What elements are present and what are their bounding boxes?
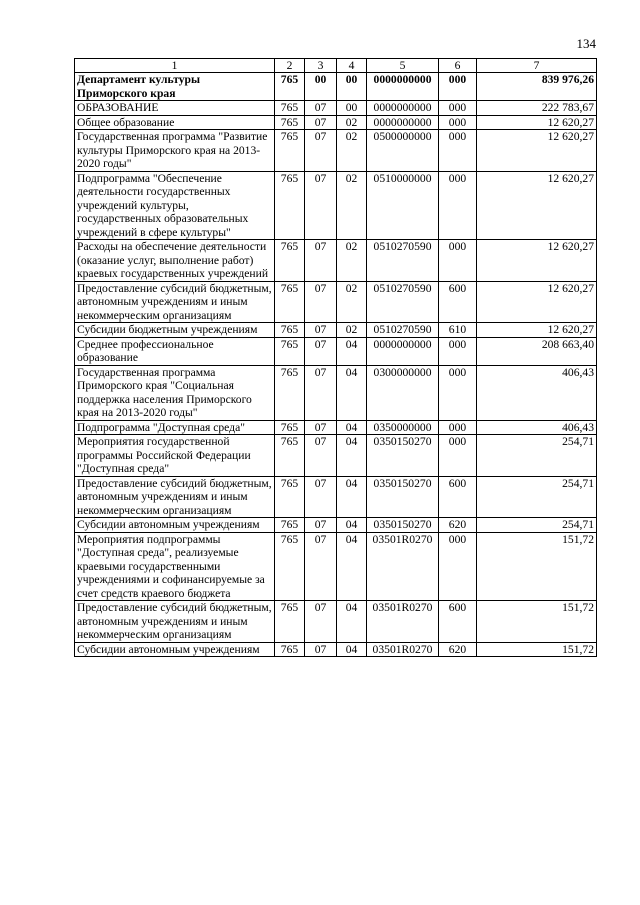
amount-cell: 254,71 [477, 518, 597, 533]
target-article-cell: 03501R0270 [367, 642, 439, 657]
table-row [75, 365, 597, 420]
column-header: 7 [477, 59, 597, 73]
expense-type-cell: 000 [439, 420, 477, 435]
row-name-cell: Мероприятия государственной программы Российской Федерации "Доступная среда" [75, 435, 275, 477]
target-article-cell: 0350150270 [367, 518, 439, 533]
subsection-code-cell: 04 [337, 601, 367, 643]
amount-cell: 12 620,27 [477, 130, 597, 172]
section-code-cell: 07 [305, 171, 337, 240]
expense-type-cell: 000 [439, 115, 477, 130]
target-article-cell: 0500000000 [367, 130, 439, 172]
ved-code-cell: 765 [275, 420, 305, 435]
section-code-cell: 07 [305, 323, 337, 338]
expense-type-cell: 000 [439, 435, 477, 477]
column-header: 6 [439, 59, 477, 73]
subsection-code-cell: 02 [337, 281, 367, 323]
amount-cell: 12 620,27 [477, 115, 597, 130]
expense-type-cell: 620 [439, 518, 477, 533]
expense-type-cell: 000 [439, 337, 477, 365]
section-code-cell: 07 [305, 101, 337, 116]
column-header: 5 [367, 59, 439, 73]
subsection-code-cell: 04 [337, 365, 367, 420]
target-article-cell: 0510270590 [367, 323, 439, 338]
table-row [75, 532, 597, 601]
ved-code-cell: 765 [275, 281, 305, 323]
column-header: 4 [337, 59, 367, 73]
table-row [75, 420, 597, 435]
row-name-cell: Государственная программа "Развитие культуры Приморского края на 2013-2020 годы" [75, 130, 275, 172]
expense-type-cell: 000 [439, 73, 477, 101]
target-article-cell: 0350000000 [367, 420, 439, 435]
subsection-code-cell: 04 [337, 642, 367, 657]
row-name-cell: Предоставление субсидий бюджетным, автономным учреждениям и иным некоммерческим организациям [75, 601, 275, 643]
subsection-code-cell: 02 [337, 323, 367, 338]
section-code-cell: 07 [305, 476, 337, 518]
amount-cell: 12 620,27 [477, 281, 597, 323]
section-code-cell: 07 [305, 420, 337, 435]
header-row [75, 59, 597, 73]
ved-code-cell: 765 [275, 73, 305, 101]
section-code-cell: 07 [305, 130, 337, 172]
section-code-cell: 07 [305, 337, 337, 365]
target-article-cell: 0000000000 [367, 101, 439, 116]
table-row [75, 337, 597, 365]
ved-code-cell: 765 [275, 115, 305, 130]
table-row [75, 115, 597, 130]
table-row [75, 101, 597, 116]
ved-code-cell: 765 [275, 171, 305, 240]
column-header: 3 [305, 59, 337, 73]
amount-cell: 12 620,27 [477, 240, 597, 282]
row-name-cell: Среднее профессиональное образование [75, 337, 275, 365]
target-article-cell: 0000000000 [367, 73, 439, 101]
table-row [75, 642, 597, 657]
table-row [75, 323, 597, 338]
table-row [75, 281, 597, 323]
ved-code-cell: 765 [275, 240, 305, 282]
ved-code-cell: 765 [275, 101, 305, 116]
amount-cell: 208 663,40 [477, 337, 597, 365]
section-code-cell: 07 [305, 115, 337, 130]
row-name-cell: Предоставление субсидий бюджетным, автономным учреждениям и иным некоммерческим организациям [75, 281, 275, 323]
table-row [75, 130, 597, 172]
amount-cell: 12 620,27 [477, 323, 597, 338]
table-row [75, 476, 597, 518]
subsection-code-cell: 00 [337, 101, 367, 116]
table-row [75, 240, 597, 282]
section-code-cell: 07 [305, 532, 337, 601]
amount-cell: 222 783,67 [477, 101, 597, 116]
target-article-cell: 0350150270 [367, 476, 439, 518]
ved-code-cell: 765 [275, 365, 305, 420]
table-row [75, 518, 597, 533]
row-name-cell: Подпрограмма "Доступная среда" [75, 420, 275, 435]
target-article-cell: 0510270590 [367, 281, 439, 323]
row-name-cell: Общее образование [75, 115, 275, 130]
expense-type-cell: 000 [439, 130, 477, 172]
subsection-code-cell: 04 [337, 420, 367, 435]
expense-type-cell: 000 [439, 171, 477, 240]
amount-cell: 839 976,26 [477, 73, 597, 101]
expense-type-cell: 000 [439, 240, 477, 282]
page-number: 134 [576, 36, 596, 51]
target-article-cell: 0510000000 [367, 171, 439, 240]
subsection-code-cell: 02 [337, 171, 367, 240]
table-row [75, 435, 597, 477]
amount-cell: 406,43 [477, 365, 597, 420]
subsection-code-cell: 04 [337, 518, 367, 533]
subsection-code-cell: 04 [337, 435, 367, 477]
expense-type-cell: 610 [439, 323, 477, 338]
row-name-cell: Государственная программа Приморского края "Социальная поддержка населения Приморского края на 2013-2020 годы" [75, 365, 275, 420]
budget-table [74, 58, 597, 657]
target-article-cell: 03501R0270 [367, 532, 439, 601]
section-code-cell: 07 [305, 435, 337, 477]
column-header: 2 [275, 59, 305, 73]
row-name-cell: Расходы на обеспечение деятельности (оказание услуг, выполнение работ) краевых государственных учреждений [75, 240, 275, 282]
table-row [75, 601, 597, 643]
ved-code-cell: 765 [275, 435, 305, 477]
section-code-cell: 07 [305, 518, 337, 533]
ved-code-cell: 765 [275, 337, 305, 365]
target-article-cell: 0510270590 [367, 240, 439, 282]
subsection-code-cell: 02 [337, 115, 367, 130]
ved-code-cell: 765 [275, 642, 305, 657]
amount-cell: 254,71 [477, 435, 597, 477]
amount-cell: 151,72 [477, 532, 597, 601]
subsection-code-cell: 02 [337, 130, 367, 172]
subsection-code-cell: 00 [337, 73, 367, 101]
row-name-cell: Субсидии бюджетным учреждениям [75, 323, 275, 338]
ved-code-cell: 765 [275, 130, 305, 172]
row-name-cell: Предоставление субсидий бюджетным, автономным учреждениям и иным некоммерческим организациям [75, 476, 275, 518]
subsection-code-cell: 04 [337, 532, 367, 601]
target-article-cell: 0350150270 [367, 435, 439, 477]
section-code-cell: 07 [305, 240, 337, 282]
row-name-cell: Подпрограмма "Обеспечение деятельности государственных учреждений культуры, государственных образовательных учреждений в сфере культуры" [75, 171, 275, 240]
table-row [75, 73, 597, 101]
expense-type-cell: 000 [439, 365, 477, 420]
section-code-cell: 07 [305, 365, 337, 420]
section-code-cell: 07 [305, 281, 337, 323]
target-article-cell: 03501R0270 [367, 601, 439, 643]
ved-code-cell: 765 [275, 518, 305, 533]
row-name-cell: Субсидии автономным учреждениям [75, 642, 275, 657]
target-article-cell: 0000000000 [367, 337, 439, 365]
row-name-cell: Департамент культуры Приморского края [75, 73, 275, 101]
expense-type-cell: 600 [439, 281, 477, 323]
amount-cell: 254,71 [477, 476, 597, 518]
amount-cell: 151,72 [477, 601, 597, 643]
section-code-cell: 07 [305, 642, 337, 657]
ved-code-cell: 765 [275, 601, 305, 643]
subsection-code-cell: 02 [337, 240, 367, 282]
subsection-code-cell: 04 [337, 476, 367, 518]
row-name-cell: Мероприятия подпрограммы "Доступная среда", реализуемые краевыми государственными учреждениями и софинансируемые за счет средств краевого бюджета [75, 532, 275, 601]
section-code-cell: 00 [305, 73, 337, 101]
row-name-cell: ОБРАЗОВАНИЕ [75, 101, 275, 116]
amount-cell: 151,72 [477, 642, 597, 657]
table-row [75, 171, 597, 240]
target-article-cell: 0000000000 [367, 115, 439, 130]
ved-code-cell: 765 [275, 323, 305, 338]
ved-code-cell: 765 [275, 532, 305, 601]
section-code-cell: 07 [305, 601, 337, 643]
expense-type-cell: 000 [439, 101, 477, 116]
amount-cell: 406,43 [477, 420, 597, 435]
expense-type-cell: 600 [439, 476, 477, 518]
row-name-cell: Субсидии автономным учреждениям [75, 518, 275, 533]
amount-cell: 12 620,27 [477, 171, 597, 240]
column-header: 1 [75, 59, 275, 73]
subsection-code-cell: 04 [337, 337, 367, 365]
ved-code-cell: 765 [275, 476, 305, 518]
expense-type-cell: 600 [439, 601, 477, 643]
expense-type-cell: 620 [439, 642, 477, 657]
expense-type-cell: 000 [439, 532, 477, 601]
target-article-cell: 0300000000 [367, 365, 439, 420]
